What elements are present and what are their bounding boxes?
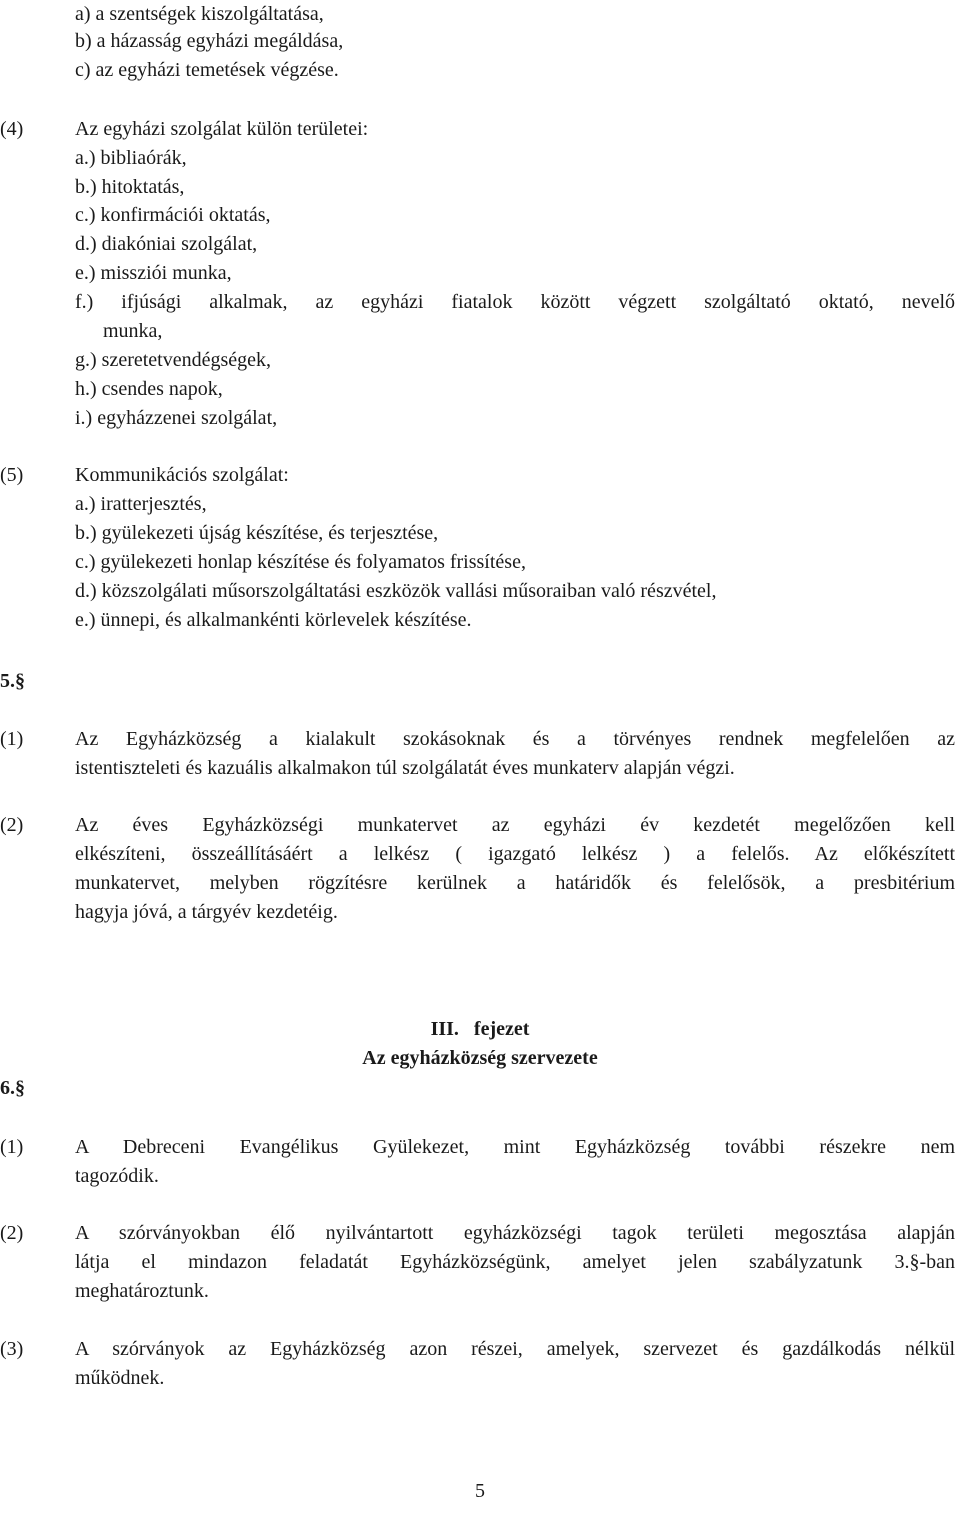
paragraph-body <box>75 725 955 783</box>
paragraph-title: Az egyházi szolgálat külön területei: <box>75 118 369 140</box>
list-item: i.) egyházzenei szolgálat, <box>75 407 278 429</box>
paragraph-body <box>75 811 955 927</box>
paragraph-line: Az éves Egyházközségi munkatervet az egyházi év kezdetét megelőzően kell <box>75 814 955 836</box>
list-item: e.) missziói munka, <box>75 262 232 284</box>
paragraph-label: (2) <box>0 814 24 836</box>
page-number: 5 <box>475 1480 485 1502</box>
list-item: f.) ifjúsági alkalmak, az egyházi fiatalok között végzett szolgáltató oktató, nevelő <box>75 291 955 313</box>
paragraph-line: működnek. <box>75 1367 165 1389</box>
paragraph-line: Az Egyházközség a kialakult szokásoknak és a törvényes rendnek megfelelően az <box>75 728 955 750</box>
paragraph-body <box>75 1219 955 1306</box>
paragraph-title: Kommunikációs szolgálat: <box>75 464 289 486</box>
chapter-title: III. fejezet <box>430 1018 530 1040</box>
paragraph-line: hagyja jóvá, a tárgyév kezdetéig. <box>75 901 338 923</box>
paragraph-body <box>75 1335 955 1393</box>
paragraph-label: (2) <box>0 1222 24 1244</box>
list-item: c.) gyülekezeti honlap készítése és folyamatos frissítése, <box>75 551 526 573</box>
section-heading: 5.§ <box>0 670 25 692</box>
paragraph-body <box>75 1133 955 1191</box>
list-item: d.) közszolgálati műsorszolgáltatási eszközök vallási műsoraiban való részvétel, <box>75 580 717 602</box>
paragraph-line: A Debreceni Evangélikus Gyülekezet, mint Egyházközség további részekre nem <box>75 1136 955 1158</box>
paragraph-label: (4) <box>0 118 24 140</box>
list-item: a.) bibliaórák, <box>75 147 187 169</box>
paragraph-label: (3) <box>0 1338 24 1360</box>
list-item: h.) csendes napok, <box>75 378 223 400</box>
list-item: g.) szeretetvendégségek, <box>75 349 272 371</box>
chapter-subtitle: Az egyházközség szervezete <box>362 1047 598 1069</box>
list-item-continuation: munka, <box>103 320 163 342</box>
paragraph-label: (5) <box>0 464 24 486</box>
list-item: c) az egyházi temetések végzése. <box>75 59 339 81</box>
list-item: b) a házasság egyházi megáldása, <box>75 30 344 52</box>
paragraph-label: (1) <box>0 1136 24 1158</box>
list-item: e.) ünnepi, és alkalmankénti körlevelek készítése. <box>75 609 472 631</box>
list-item: b.) gyülekezeti újság készítése, és terjesztése, <box>75 522 439 544</box>
paragraph-label: (1) <box>0 728 24 750</box>
list-item: a.) iratterjesztés, <box>75 493 207 515</box>
paragraph-line: A szórványok az Egyházközség azon részei, amelyek, szervezet és gazdálkodás nélkül <box>75 1338 955 1360</box>
paragraph-line: meghatároztunk. <box>75 1280 209 1302</box>
paragraph-line: látja el mindazon feladatát Egyházközségünk, amelyet jelen szabályzatunk 3.§-ban <box>75 1251 955 1273</box>
list-item: d.) diakóniai szolgálat, <box>75 233 258 255</box>
paragraph-line: elkészíteni, összeállításáért a lelkész ( igazgató lelkész ) a felelős. Az előkészített <box>75 843 955 865</box>
list-item: b.) hitoktatás, <box>75 176 185 198</box>
paragraph-line: A szórványokban élő nyilvántartott egyházközségi tagok területi megosztása alapján <box>75 1222 955 1244</box>
list-item: a) a szentségek kiszolgáltatása, <box>75 3 324 25</box>
paragraph-line: munkatervet, melyben rögzítésre kerülnek a határidők és felelősök, a presbitérium <box>75 872 955 894</box>
section-heading: 6.§ <box>0 1077 25 1099</box>
list-item: c.) konfirmációi oktatás, <box>75 204 271 226</box>
paragraph-line: tagozódik. <box>75 1165 159 1187</box>
paragraph-line: istentiszteleti és kazuális alkalmakon túl szolgálatát éves munkaterv alapján végzi. <box>75 757 735 779</box>
